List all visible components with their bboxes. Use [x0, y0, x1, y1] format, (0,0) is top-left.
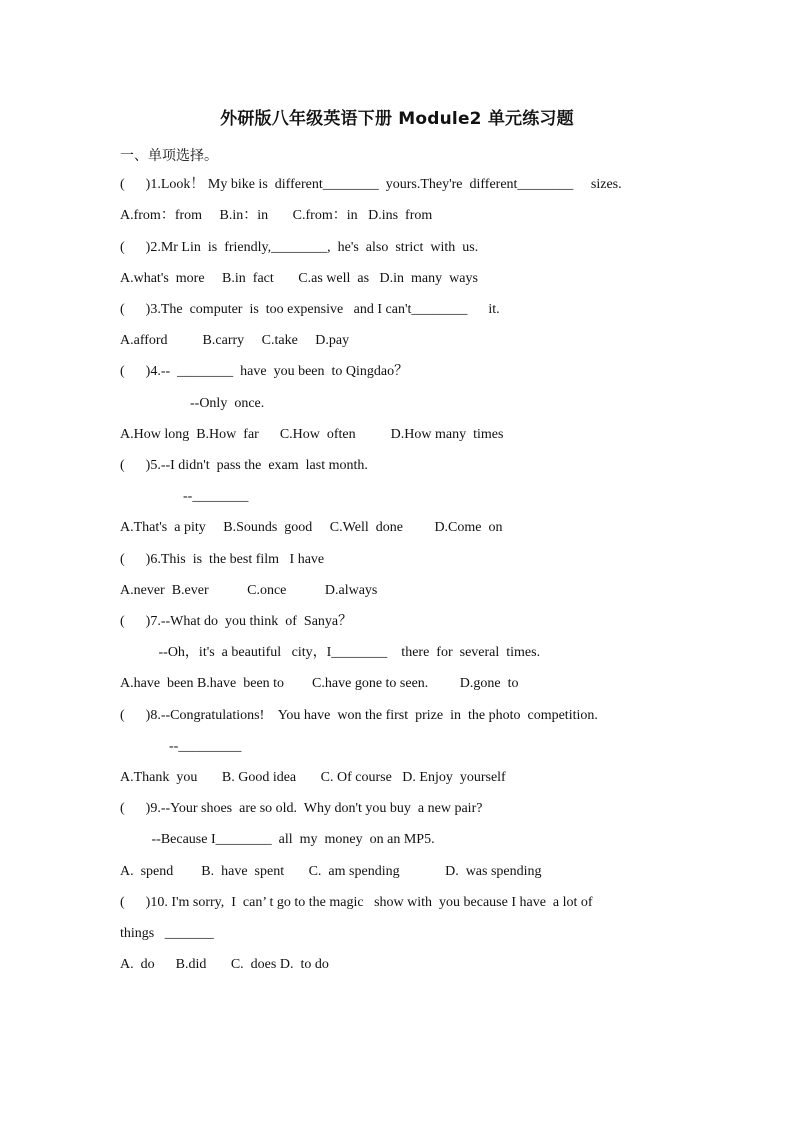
options-1: A.from：from B.in：in C.from：in D.ins from — [120, 208, 433, 223]
question-6: ( )6.This is the best film I have — [120, 552, 325, 567]
options-2: A.what's more B.in fact C.as well as D.in many ways — [120, 271, 478, 286]
options-10: A. do B.did C. does D. to do — [120, 957, 329, 972]
question-7-reply: --Oh，it's a beautiful city，I________ there for several times. — [120, 645, 541, 660]
options-6: A.never B.ever C.once D.always — [120, 583, 378, 598]
question-10-continued: things _______ — [120, 926, 214, 941]
options-4: A.How long B.How far C.How often D.How many times — [120, 427, 504, 442]
question-5: ( )5.--I didn't pass the exam last month. — [120, 458, 368, 473]
question-8: ( )8.--Congratulations! You have won the first prize in the photo competition. — [120, 708, 598, 723]
question-5-reply: --________ — [120, 489, 249, 504]
options-7: A.have been B.have been to C.have gone to seen. D.gone to — [120, 676, 519, 691]
options-8: A.Thank you B. Good idea C. Of course D. Enjoy yourself — [120, 770, 506, 785]
question-4-reply: --Only once. — [120, 396, 265, 411]
question-3: ( )3.The computer is too expensive and I can't________ it. — [120, 302, 500, 317]
question-1: ( )1.Look！ My bike is different________ yours.They're different________ sizes. — [120, 177, 622, 192]
options-9: A. spend B. have spent C. am spending D. was spending — [120, 864, 542, 879]
question-8-reply: --_________ — [120, 739, 242, 754]
question-9-reply: --Because I________ all my money on an MP5. — [120, 832, 435, 847]
question-7: ( )7.--What do you think of Sanya？ — [120, 614, 353, 629]
options-3: A.afford B.carry C.take D.pay — [120, 333, 350, 348]
page-title: 外研版八年级英语下册 Module2 单元练习题 — [220, 109, 574, 129]
question-2: ( )2.Mr Lin is friendly,________, he's also strict with us. — [120, 240, 479, 255]
question-9: ( )9.--Your shoes are so old. Why don't you buy a new pair? — [120, 801, 483, 816]
question-10: ( )10. I'm sorry, I can’ t go to the magic show with you because I have a lot of — [120, 895, 593, 910]
options-5: A.That's a pity B.Sounds good C.Well done D.Come on — [120, 520, 503, 535]
question-4: ( )4.-- ________ have you been to Qingdao？ — [120, 364, 409, 379]
section-heading: 一、单项选择。 — [120, 148, 218, 164]
